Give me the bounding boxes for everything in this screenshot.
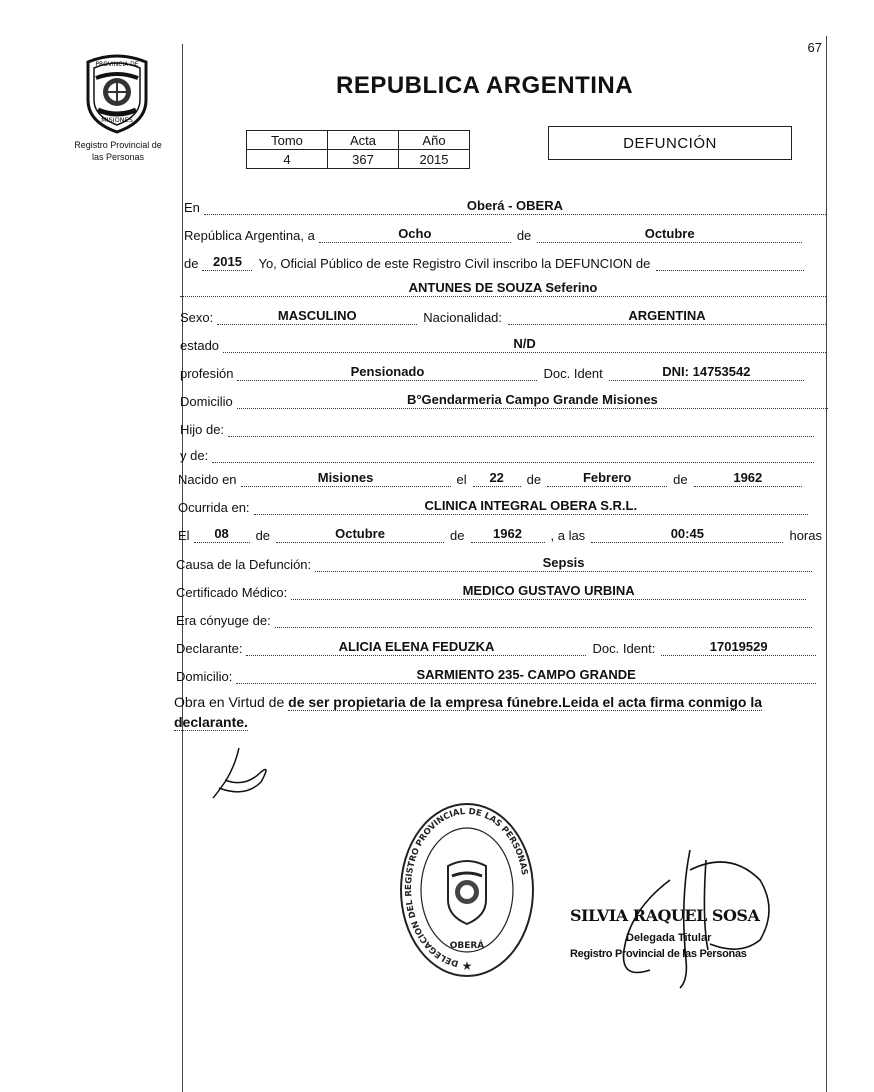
logo-caption-line-1: Registro Provincial de (74, 140, 162, 150)
label-doc-ident-2: Doc. Ident: (592, 641, 656, 656)
label-a-las: , a las (550, 528, 586, 543)
label-obra: Obra en Virtud de (174, 694, 285, 710)
value-year: 2015 (202, 254, 252, 271)
value-cause: Sepsis (315, 555, 812, 572)
value-sex: MASCULINO (217, 308, 417, 325)
label-de-year: de (184, 256, 199, 271)
registry-value-anio: 2015 (399, 150, 470, 169)
label-nacionalidad: Nacionalidad: (423, 310, 503, 325)
declarant-signature (205, 744, 275, 809)
row-date (184, 223, 802, 243)
row-profession (180, 361, 804, 381)
label-de-birth-month: de (526, 472, 542, 487)
value-death-time: 00:45 (591, 526, 783, 543)
row-cause (176, 552, 812, 572)
record-type-box: DEFUNCIÓN (548, 126, 792, 160)
row-death-place (178, 495, 808, 515)
label-nacido-en: Nacido en (178, 472, 237, 487)
value-death-place: CLINICA INTEGRAL OBERA S.R.L. (254, 498, 808, 515)
row-address (180, 389, 828, 409)
logo-top-text: PROVINCIA DE (95, 61, 139, 68)
value-profession: Pensionado (237, 364, 537, 381)
value-doctor: MEDICO GUSTAVO URBINA (291, 583, 806, 600)
label-en: En (184, 200, 200, 215)
value-death-year: 1962 (471, 526, 545, 543)
row-deceased-name (180, 277, 826, 297)
label-ocurrida-en: Ocurrida en: (178, 500, 250, 515)
label-estado: estado (180, 338, 220, 353)
label-domicilio-2: Domicilio: (176, 669, 233, 684)
value-birth-place: Misiones (241, 470, 451, 487)
label-republica: República Argentina, a (184, 228, 315, 243)
label-de-death-month: de (255, 528, 271, 543)
value-birth-month: Febrero (547, 470, 667, 487)
value-day: Ocho (319, 226, 511, 243)
value-yo-blank (656, 254, 804, 271)
official-seal (398, 802, 536, 982)
label-doc-ident: Doc. Ident (543, 366, 603, 381)
value-death-day: 08 (194, 526, 250, 543)
value-birth-day: 22 (473, 470, 521, 487)
row-declarant (176, 636, 816, 656)
page-title: REPUBLICA ARGENTINA (336, 72, 634, 99)
row-sex-nationality (180, 305, 826, 325)
label-de-month: de (516, 228, 532, 243)
signatory-role: Delegada Titular (626, 932, 712, 944)
label-certificado: Certificado Médico: (176, 585, 288, 600)
label-el: El (178, 528, 190, 543)
value-document: DNI: 14753542 (609, 364, 804, 381)
value-address: B°Gendarmeria Campo Grande Misiones (237, 392, 828, 409)
value-reason: de ser propietaria de la empresa fúnebre.Leida el acta firma conmigo la declarante. (174, 694, 762, 730)
value-place: Oberá - OBERA (204, 198, 826, 215)
registry-header-anio: Año (399, 131, 470, 150)
value-father (228, 420, 814, 437)
registry-value-tomo: 4 (247, 150, 328, 169)
reason-paragraph (174, 692, 834, 732)
label-declarante: Declarante: (176, 641, 243, 656)
value-declarant-doc: 17019529 (661, 639, 816, 656)
value-declarant: ALICIA ELENA FEDUZKA (246, 639, 586, 656)
label-horas: horas (789, 528, 822, 543)
value-death-month: Octubre (276, 526, 444, 543)
label-y-de: y de: (180, 448, 209, 463)
row-civil-status (180, 333, 826, 353)
row-spouse (176, 608, 812, 628)
right-margin-line (826, 36, 827, 1092)
label-el-lower: el (456, 472, 467, 487)
label-conyuge: Era cónyuge de: (176, 613, 271, 628)
registry-header-acta: Acta (328, 131, 399, 150)
label-de-death-year: de (450, 528, 465, 543)
signatory-office: Registro Provincial de las Personas (570, 948, 747, 960)
label-profesion: profesión (180, 366, 234, 381)
registry-header-tomo: Tomo (247, 131, 328, 150)
value-birth-year: 1962 (694, 470, 802, 487)
label-de-birth-year: de (673, 472, 688, 487)
provincial-coat-of-arms-logo (80, 48, 154, 134)
value-declarant-address: SARMIENTO 235- CAMPO GRANDE (236, 667, 816, 684)
registry-table (246, 130, 470, 169)
label-domicilio: Domicilio (180, 394, 233, 409)
row-declarant-address (176, 664, 816, 684)
logo-caption-line-2: las Personas (91, 152, 145, 162)
row-place (184, 195, 826, 215)
seal-ring-text: DELEGACION DEL REGISTRO PROVINCIAL DE LAS PERSONAS (404, 806, 530, 969)
page-number: 67 (807, 40, 822, 55)
svg-text:★: ★ (461, 959, 473, 973)
logo-caption (56, 139, 180, 163)
seal-city: OBERÁ (449, 941, 485, 951)
label-yo: Yo, Oficial Público de este Registro Civil inscribo la DEFUNCION de (258, 256, 651, 271)
label-hijo-de: Hijo de: (180, 422, 225, 437)
label-sexo: Sexo: (180, 310, 214, 325)
value-deceased-name: ANTUNES DE SOUZA Seferino (180, 280, 826, 297)
value-month: Octubre (537, 226, 802, 243)
registry-value-row (247, 150, 470, 169)
row-doctor (176, 580, 806, 600)
value-civil-status: N/D (223, 336, 826, 353)
row-father (180, 417, 814, 437)
logo-bottom-text: MISIONES (101, 116, 133, 124)
registry-value-acta: 367 (328, 150, 399, 169)
signatory-name: SILVIA RAQUEL SOSA (570, 906, 760, 925)
value-nationality: ARGENTINA (508, 308, 826, 325)
row-birth (178, 467, 802, 487)
label-causa: Causa de la Defunción: (176, 557, 312, 572)
row-year (184, 251, 804, 271)
value-spouse (275, 611, 812, 628)
row-mother (180, 443, 814, 463)
row-death-date (178, 523, 822, 543)
value-mother (212, 446, 814, 463)
registry-header-row (247, 131, 470, 150)
